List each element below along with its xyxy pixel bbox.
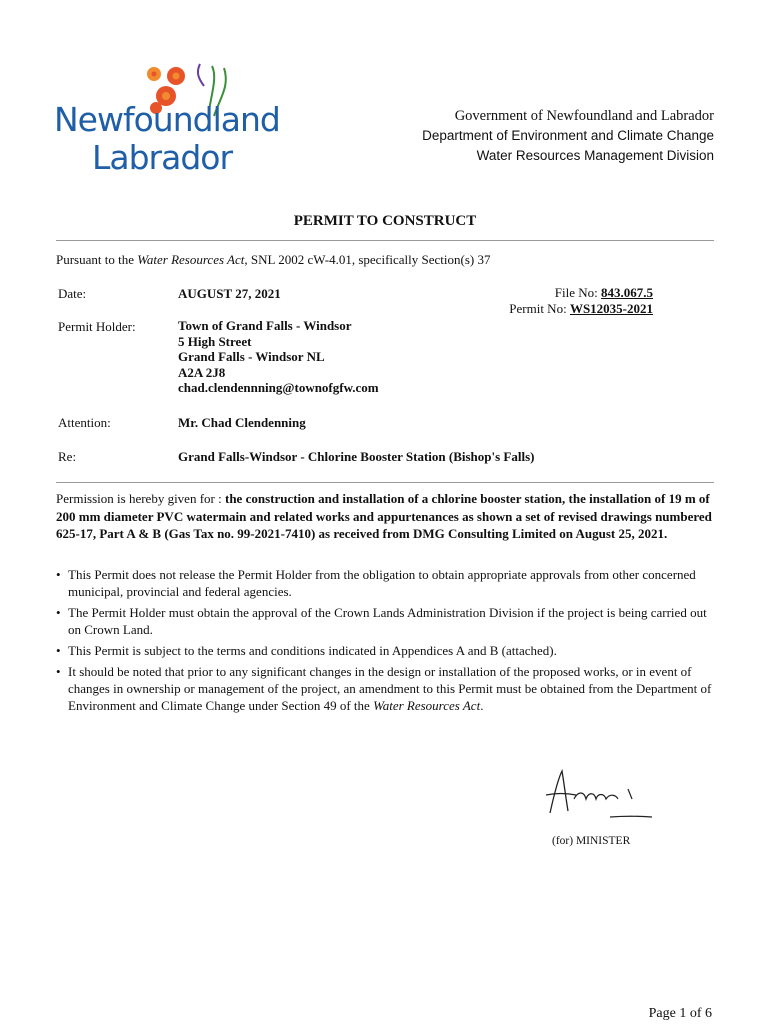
- file-number: 843.067.5: [601, 285, 653, 300]
- re-value: Grand Falls-Windsor - Chlorine Booster Station (Bishop's Falls): [178, 449, 535, 464]
- letterhead: [422, 106, 714, 166]
- file-info: [509, 285, 653, 317]
- signature-caption: (for) MINISTER: [552, 835, 631, 847]
- list-item: • This Permit is subject to the terms and conditions indicated in Appendices A and B (attached).: [56, 642, 716, 659]
- document-title: PERMIT TO CONSTRUCT: [293, 213, 477, 229]
- permit-conditions-list: [56, 566, 716, 718]
- division-name: Water Resources Management Division: [476, 148, 714, 163]
- title-divider: [56, 240, 714, 241]
- permit-holder-label: Permit Holder:: [58, 319, 136, 334]
- file-number-row: File No: 843.067.5: [554, 285, 653, 300]
- newfoundland-labrador-logo: [52, 58, 280, 177]
- permission-scope: the construction and installation of a chlorine booster station, the installation of 19 m of 200 mm diameter PVC watermain and related works and appurtenances as shown a set of revised drawings numbered 625-17, Part A & B (Gas Tax no. 99-2021-7410) as received from DMG Consulting Limited on August 25, 2021.: [56, 491, 712, 541]
- logo-wordmark-line1: Newfoundland: [54, 100, 280, 139]
- minister-signature: [540, 765, 660, 825]
- fields-divider: [56, 482, 714, 483]
- holder-email: chad.clendennning@townofgfw.com: [178, 380, 379, 395]
- permit-number: WS12035-2021: [569, 301, 653, 316]
- logo-wordmark-line2: Labrador: [92, 138, 233, 177]
- date-value: AUGUST 27, 2021: [178, 286, 281, 301]
- permit-number-row: Permit No: WS12035-2021: [509, 301, 653, 316]
- list-item: • This Permit does not release the Permit Holder from the obligation to obtain appropriate approvals from other concerned municipal, provincial and federal agencies.: [56, 566, 716, 600]
- attention-label: Attention:: [58, 415, 111, 430]
- attention-value: Mr. Chad Clendenning: [178, 415, 306, 430]
- list-item: • It should be noted that prior to any significant changes in the design or installation of the proposed works, or in event of changes in ownership or management of the project, an amendment to this Permit must be obtained from the Department of Environment and Climate Change under Section 49 of the Water Resources Act.: [56, 663, 716, 714]
- act-name: Water Resources Act: [137, 252, 245, 267]
- government-name: Government of Newfoundland and Labrador: [454, 108, 714, 124]
- page-number: Page 1 of 6: [648, 1006, 712, 1021]
- pursuant-statement: Pursuant to the Water Resources Act, SNL 2002 cW-4.01, specifically Section(s) 37: [56, 252, 491, 267]
- permit-holder-address: Town of Grand Falls - Windsor 5 High Street Grand Falls - Windsor NL A2A 2J8 chad.clendennning@townofgfw.com: [178, 318, 379, 395]
- permission-statement: Permission is hereby given for : the construction and installation of a chlorine booster station, the installation of 19 m of 200 mm diameter PVC watermain and related works and appurtenances as shown a set of revised drawings numbered 625-17, Part A & B (Gas Tax no. 99-2021-7410) as received from DMG Consulting Limited on August 25, 2021.: [56, 491, 712, 541]
- list-item: • The Permit Holder must obtain the approval of the Crown Lands Administration Division if the project is being carried out on Crown Land.: [56, 604, 716, 638]
- department-name: Department of Environment and Climate Change: [422, 128, 714, 143]
- re-label: Re:: [58, 449, 77, 464]
- date-label: Date:: [58, 286, 87, 301]
